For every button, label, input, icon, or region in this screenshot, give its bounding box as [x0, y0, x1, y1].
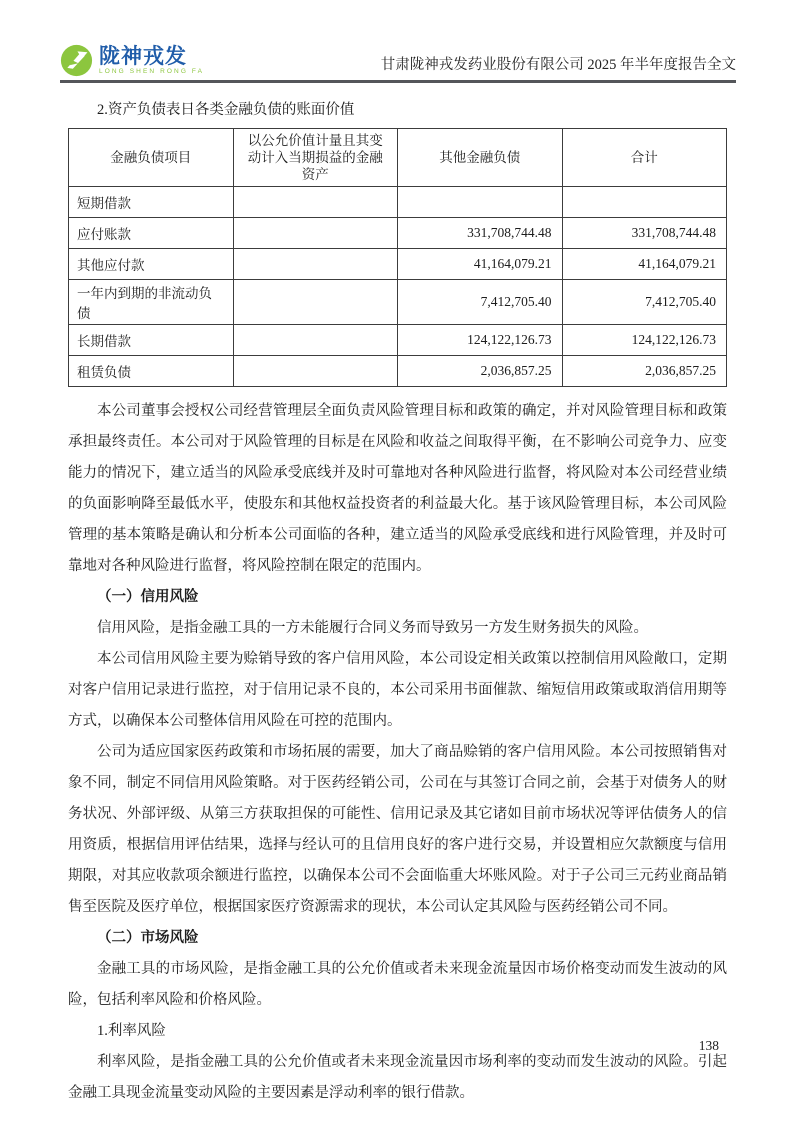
liability-item-cell: 长期借款: [69, 325, 234, 356]
table-row: [69, 325, 727, 356]
table-row: [69, 218, 727, 249]
total-amount-cell: 7,412,705.40: [562, 280, 727, 325]
fvtpl-amount-cell: [233, 249, 398, 280]
other-amount-cell: 331,708,744.48: [398, 218, 563, 249]
credit-risk-heading: （一）信用风险: [97, 589, 199, 605]
total-amount-cell: [562, 187, 727, 218]
total-amount-cell: 331,708,744.48: [562, 218, 727, 249]
other-amount-cell: 124,122,126.73: [398, 325, 563, 356]
brand-name-cn: 陇神戎发: [99, 44, 187, 68]
fvtpl-amount-cell: [233, 280, 398, 325]
total-amount-cell: 2,036,857.25: [562, 356, 727, 387]
total-amount-cell: 41,164,079.21: [562, 249, 727, 280]
credit-risk-strategy-paragraph: 公司为适应国家医药政策和市场拓展的需要，加大了商品赊销的客户信用风险。本公司按照销售对象不同，制定不同信用风险策略。对于医药经销公司，公司在与其签订合同之前，会基于对债务人的财务状况、外部评级、从第三方获取担保的可能性、信用记录及其它诸如目前市场状况等评估债务人的信用资质，根据信用评估结果，选择与经认可的且信用良好的客户进行交易，并设置相应欠款额度与信用期限，对其应收款项余额进行监控，以确保本公司不会面临重大坏账风险。对于子公司三元药业商品销售至医院及医疗单位，根据国家医疗资源需求的现状，本公司认定其风险与医药经销公司不同。: [68, 744, 727, 915]
other-amount-cell: 2,036,857.25: [398, 356, 563, 387]
fvtpl-amount-cell: [233, 187, 398, 218]
table-row: [69, 187, 727, 218]
liability-item-cell: 租赁负债: [69, 356, 234, 387]
market-risk-heading: （二）市场风险: [97, 930, 199, 946]
other-amount-cell: 7,412,705.40: [398, 280, 563, 325]
page-number: 138: [698, 1038, 719, 1053]
liability-item-cell: 其他应付款: [69, 249, 234, 280]
fvtpl-amount-cell: [233, 325, 398, 356]
column-header-total: 合计: [562, 129, 727, 187]
table-row: [69, 249, 727, 280]
other-amount-cell: [398, 187, 563, 218]
credit-risk-policy-paragraph: 本公司信用风险主要为赊销导致的客户信用风险，本公司设定相关政策以控制信用风险敞口，定期对客户信用记录进行监控，对于信用记录不良的，本公司采用书面催款、缩短信用政策或取消信用期等方式，以确保本公司整体信用风险在可控的范围内。: [68, 651, 727, 729]
risk-overview-paragraph: 本公司董事会授权公司经营管理层全面负责风险管理目标和政策的确定，并对风险管理目标和政策承担最终责任。本公司对于风险管理的目标是在风险和收益之间取得平衡，在不影响公司竞争力、应变能力的情况下，建立适当的风险承受底线并及时可靠地对各种风险进行监督，将风险对本公司经营业绩的负面影响降至最低水平，使股东和其他权益投资者的利益最大化。基于该风险管理目标，本公司风险管理的基本策略是确认和分析本公司面临的各种，建立适当的风险承受底线和进行风险管理，并及时可靠地对各种风险进行监督，将风险控制在限定的范围内。: [68, 403, 727, 574]
fvtpl-amount-cell: [233, 218, 398, 249]
financial-liabilities-table: [68, 128, 727, 387]
document-title: 甘肃陇神戎发药业股份有限公司 2025 年半年度报告全文: [380, 57, 736, 73]
total-amount-cell: 124,122,126.73: [562, 325, 727, 356]
page-header: [60, 44, 736, 83]
credit-risk-definition: 信用风险，是指金融工具的一方未能履行合同义务而导致另一方发生财务损失的风险。: [97, 620, 648, 636]
table-header-row: [69, 129, 727, 187]
liability-item-cell: 短期借款: [69, 187, 234, 218]
interest-rate-risk-definition: 利率风险，是指金融工具的公允价值或者未来现金流量因市场利率的变动而发生波动的风险。引起金融工具现金流量变动风险的主要因素是浮动利率的银行借款。: [68, 1054, 727, 1101]
company-logo: [60, 44, 204, 77]
section-title: 2.资产负债表日各类金融负债的账面价值: [97, 102, 355, 118]
column-header-other: 其他金融负债: [398, 129, 563, 187]
column-header-fvtpl: 以公允价值计量且其变动计入当期损益的金融资产: [233, 129, 398, 187]
table-row: [69, 356, 727, 387]
market-risk-definition: 金融工具的市场风险，是指金融工具的公允价值或者未来现金流量因市场价格变动而发生波动的风险，包括利率风险和价格风险。: [68, 961, 727, 1008]
body-text: [68, 396, 727, 1109]
liability-item-cell: 一年内到期的非流动负债: [69, 280, 234, 325]
logo-bird-icon: [60, 44, 93, 77]
fvtpl-amount-cell: [233, 356, 398, 387]
column-header-item: 金融负债项目: [69, 129, 234, 187]
page-content: [68, 99, 727, 1109]
interest-rate-risk-heading: 1.利率风险: [97, 1023, 166, 1039]
brand-text: [99, 46, 204, 76]
other-amount-cell: 41,164,079.21: [398, 249, 563, 280]
liability-item-cell: 应付账款: [69, 218, 234, 249]
brand-name-en: LONG SHEN RONG FA: [99, 67, 205, 75]
table-row: [69, 280, 727, 325]
